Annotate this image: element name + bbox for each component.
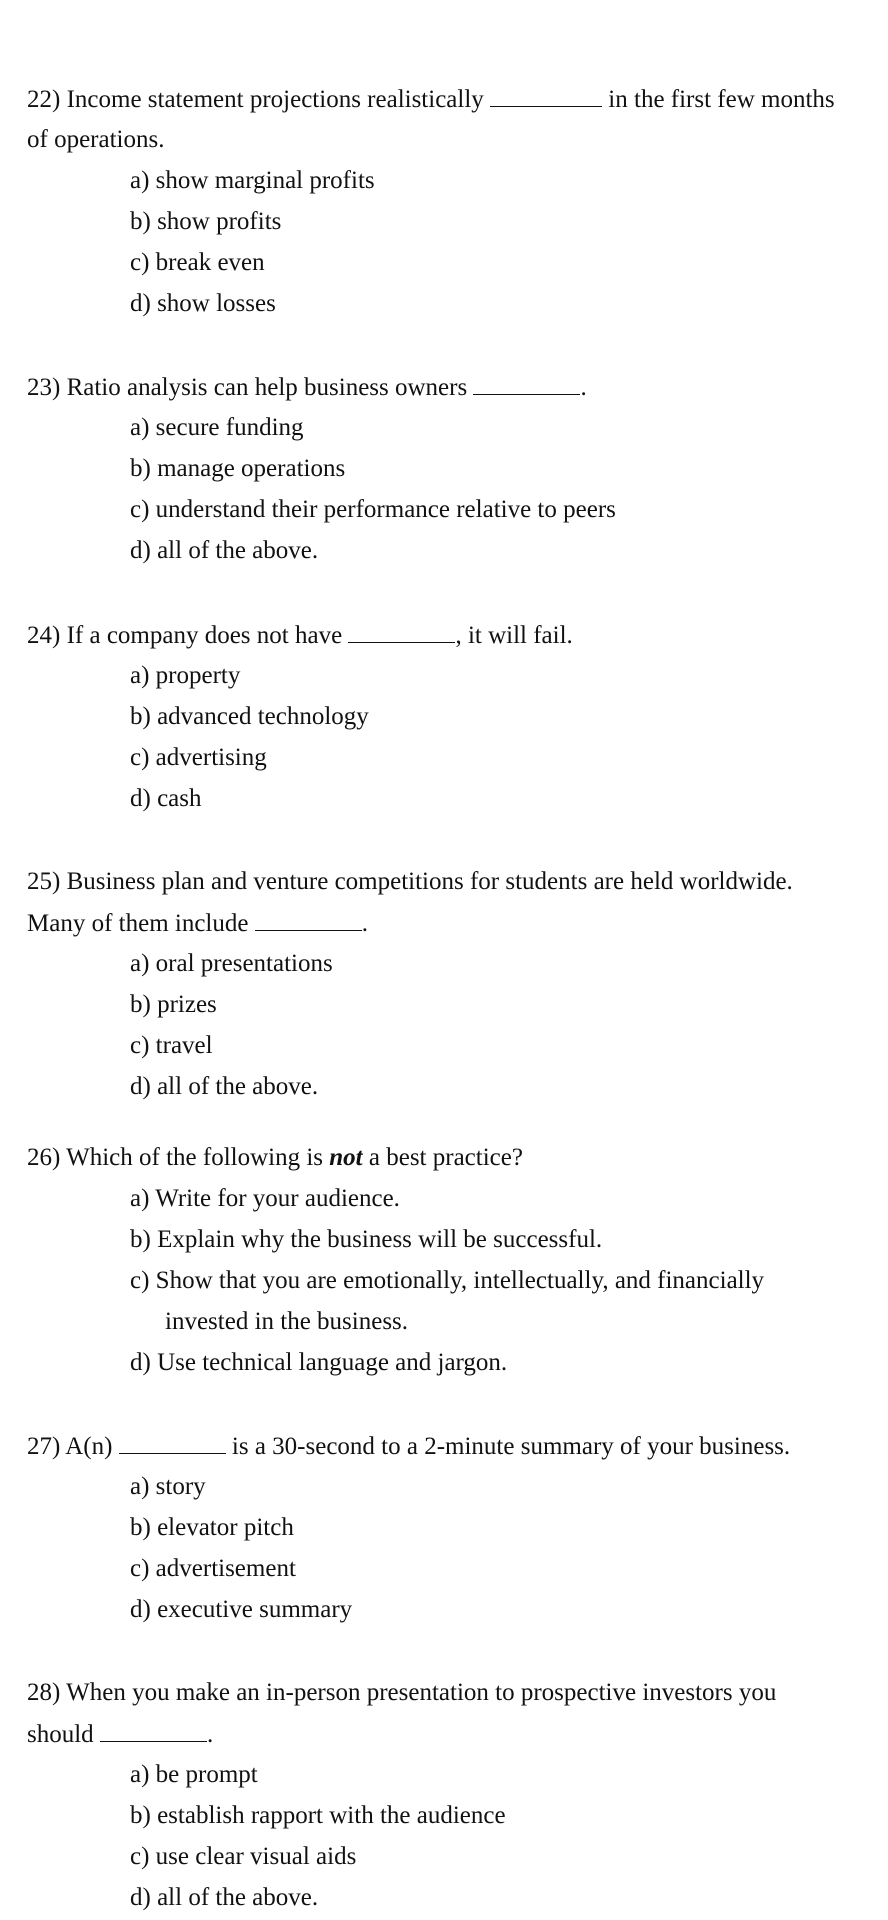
question-22 <box>27 84 835 115</box>
question-26-text: 26) Which of the following is <box>27 1144 324 1171</box>
answer-blank <box>473 372 580 395</box>
question-23-text-end: . <box>580 374 587 401</box>
question-24-text-end: , it will fail. <box>455 622 573 649</box>
question-27-text-end: is a 30-second to a 2-minute summary of your business. <box>231 1433 791 1460</box>
option-c: c) understand their performance relative to peers <box>130 496 616 523</box>
question-23-text: 23) Ratio analysis can help business owners <box>27 374 468 401</box>
option-c: c) travel <box>130 1032 213 1059</box>
option-d: d) Use technical language and jargon. <box>130 1349 508 1376</box>
option-d: d) all of the above. <box>130 1073 319 1100</box>
question-28-text: should <box>27 1721 94 1748</box>
option-d: d) all of the above. <box>130 537 319 564</box>
option-b: b) elevator pitch <box>130 1514 294 1541</box>
question-26-text-end: a best practice? <box>368 1144 523 1171</box>
question-28-cont <box>27 1719 213 1750</box>
option-b: b) establish rapport with the audience <box>130 1802 506 1829</box>
option-a: a) be prompt <box>130 1761 258 1788</box>
option-c-cont: invested in the business. <box>165 1308 409 1335</box>
option-b: b) Explain why the business will be successful. <box>130 1226 603 1253</box>
option-c: c) use clear visual aids <box>130 1843 357 1870</box>
option-b: b) advanced technology <box>130 703 369 730</box>
option-a: a) show marginal profits <box>130 167 375 194</box>
answer-blank <box>255 908 362 931</box>
answer-blank <box>490 84 602 107</box>
question-24 <box>27 620 573 651</box>
option-c: c) Show that you are emotionally, intellectually, and financially <box>130 1267 765 1294</box>
answer-blank <box>119 1431 226 1454</box>
question-22-cont: of operations. <box>27 126 165 153</box>
question-25-text-end: . <box>361 910 368 937</box>
question-25-text: Many of them include <box>27 910 249 937</box>
question-23 <box>27 372 587 403</box>
answer-blank <box>348 620 455 643</box>
option-c: c) break even <box>130 249 265 276</box>
question-22-text-end: in the first few months <box>608 86 835 113</box>
option-a: a) Write for your audience. <box>130 1185 400 1212</box>
option-a: a) property <box>130 662 241 689</box>
question-27-text: 27) A(n) <box>27 1433 113 1460</box>
question-22-text: 22) Income statement projections realistically <box>27 86 484 113</box>
option-b: b) manage operations <box>130 455 346 482</box>
question-28-text-end: . <box>206 1721 214 1748</box>
question-27 <box>27 1431 790 1462</box>
question-25-cont <box>27 908 368 939</box>
option-d: d) cash <box>130 785 202 812</box>
option-a: a) secure funding <box>130 414 304 441</box>
question-28: 28) When you make an in-person presentation to prospective investors you <box>27 1679 777 1706</box>
question-25: 25) Business plan and venture competitions for students are held worldwide. <box>27 868 793 895</box>
answer-blank <box>100 1719 207 1742</box>
option-d: d) all of the above. <box>130 1884 319 1911</box>
option-c: c) advertising <box>130 744 267 771</box>
question-24-text: 24) If a company does not have <box>27 622 343 649</box>
option-c: c) advertisement <box>130 1555 296 1582</box>
option-a: a) oral presentations <box>130 950 333 977</box>
option-b: b) prizes <box>130 991 217 1018</box>
option-a: a) story <box>130 1473 206 1500</box>
option-d: d) show losses <box>130 290 276 317</box>
option-b: b) show profits <box>130 208 282 235</box>
question-26 <box>27 1143 523 1173</box>
emphasis-not: not <box>329 1144 363 1171</box>
option-d: d) executive summary <box>130 1596 353 1623</box>
